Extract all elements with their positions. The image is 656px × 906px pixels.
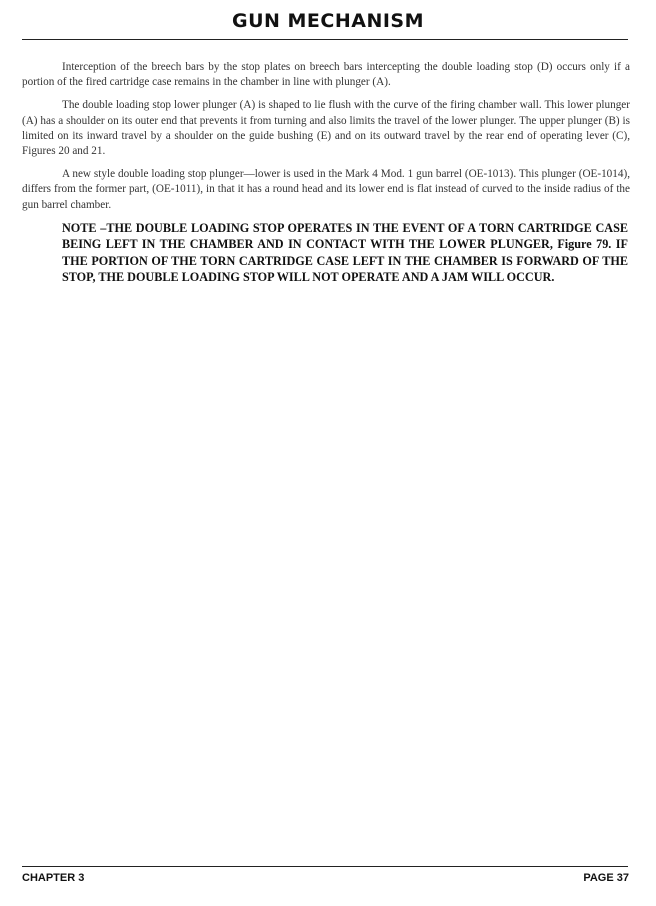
paragraph-interception: Interception of the breech bars by the stop plates on breech bars intercepting the double loading stop (D) occurs only if a portion of the fired cartridge case remains in the chamber in line with plunger (A). <box>22 61 630 89</box>
body-text <box>22 60 630 221</box>
paragraph-lower-plunger: The double loading stop lower plunger (A) is shaped to lie flush with the curve of the firing chamber wall. This lower plunger (A) has a shoulder on its outer end that prevents it from turning and also limits the travel of the lower plunger. The upper plunger (B) is limited on its inward travel by a shoulder on the guide bushing (E) and on its outward travel by the rear end of operating lever (C), Figures 20 and 21. <box>22 99 630 158</box>
header-divider <box>22 39 628 40</box>
paragraph-new-style-plunger: A new style double loading stop plunger—lower is used in the Mark 4 Mod. 1 gun barrel (OE-1013). This plunger (OE-1014), differs from the former part, (OE-1011), in that it has a round head and its lower end is flat instead of curved to the inside radius of the gun barrel chamber. <box>22 168 630 211</box>
page-number: PAGE 37 <box>583 872 629 884</box>
page-title: GUN MECHANISM <box>231 10 425 32</box>
chapter-label: CHAPTER 3 <box>22 872 85 884</box>
note-block: NOTE –THE DOUBLE LOADING STOP OPERATES IN THE EVENT OF A TORN CARTRIDGE CASE BEING LEFT IN THE CHAMBER AND IN CONTACT WITH THE LOWER PLUNGER, Figure 79. IF THE PORTION OF THE TORN CARTRIDGE CASE LEFT IN THE CHAMBER IS FORWARD OF THE STOP, THE DOUBLE LOADING STOP WILL NOT OPERATE AND A JAM WILL OCCUR. <box>62 221 628 285</box>
footer-divider <box>22 866 628 867</box>
